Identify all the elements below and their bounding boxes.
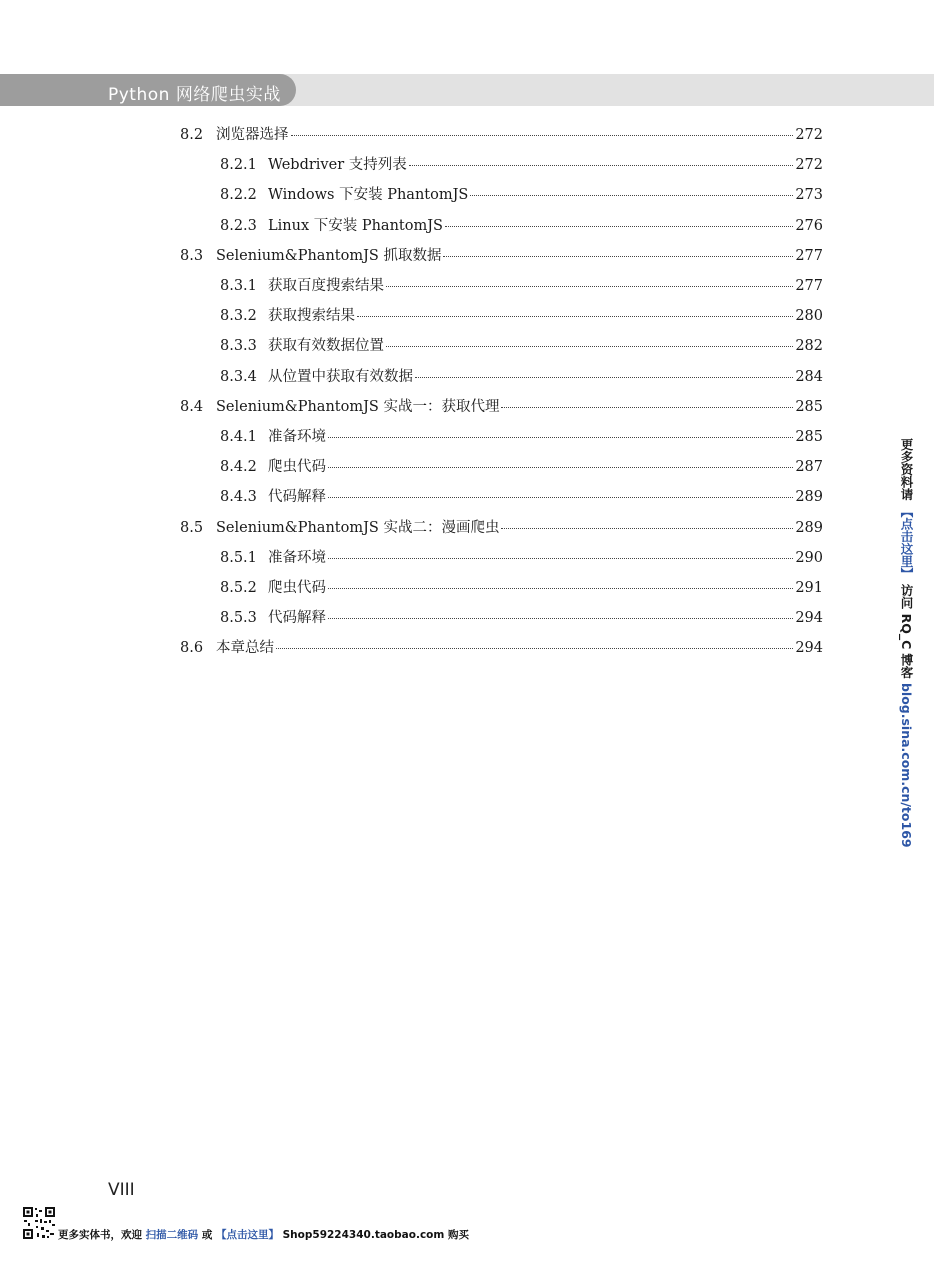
footer-promo bbox=[58, 1227, 469, 1242]
toc-leader-dots bbox=[328, 588, 793, 589]
footer-scan-link[interactable]: 扫描二维码 bbox=[145, 1229, 199, 1241]
toc-section-number: 8.2 bbox=[180, 127, 204, 143]
toc-page-number: 289 bbox=[795, 519, 823, 536]
toc-leader-dots bbox=[386, 286, 793, 287]
toc-entry[interactable] bbox=[180, 516, 823, 538]
toc-section-title: 获取有效数据位置 bbox=[268, 338, 384, 355]
toc-entry[interactable] bbox=[220, 485, 823, 507]
toc-page-number: 276 bbox=[795, 217, 823, 234]
page-number: VIII bbox=[108, 1180, 135, 1200]
side-note-url[interactable]: blog.sina.com.cn/to169 bbox=[899, 682, 914, 848]
toc-section-number: 8.5.3 bbox=[220, 610, 257, 627]
toc-entry[interactable] bbox=[220, 455, 823, 477]
running-header-title: Python 网络爬虫实战 bbox=[108, 85, 281, 105]
footer-click-link[interactable]: 【点击这里】 bbox=[215, 1229, 279, 1241]
toc-entry[interactable] bbox=[220, 425, 823, 447]
toc-leader-dots bbox=[328, 618, 793, 619]
toc-leader-dots bbox=[409, 165, 794, 166]
qr-code-icon[interactable] bbox=[22, 1206, 56, 1240]
toc-page-number: 285 bbox=[795, 398, 823, 415]
toc-section-number: 8.4 bbox=[180, 398, 204, 415]
toc-section-title: Linux 下安装 PhantomJS bbox=[268, 217, 443, 234]
toc-page-number: 290 bbox=[795, 549, 823, 566]
toc-page-number: 272 bbox=[795, 157, 823, 174]
toc-leader-dots bbox=[328, 558, 793, 559]
toc-entry[interactable] bbox=[220, 274, 823, 296]
toc-section-number: 8.2.2 bbox=[220, 187, 257, 204]
toc-entry[interactable] bbox=[220, 183, 823, 205]
toc-section-number: 8.5.1 bbox=[220, 549, 257, 566]
toc-page-number: 272 bbox=[795, 127, 823, 143]
toc-section-title: 浏览器选择 bbox=[216, 127, 289, 143]
toc-page-number: 294 bbox=[795, 610, 823, 627]
footer-shop-text: Shop59224340.taobao.com 购买 bbox=[282, 1229, 469, 1241]
toc-section-number: 8.2.3 bbox=[220, 217, 257, 234]
toc-section-title: 本章总结 bbox=[216, 640, 274, 657]
toc-entry[interactable] bbox=[220, 304, 823, 326]
toc-section-title: Selenium&PhantomJS 实战一：获取代理 bbox=[216, 398, 500, 415]
toc-entry[interactable] bbox=[220, 365, 823, 387]
side-note-link[interactable]: 【点击这里】 bbox=[899, 504, 914, 580]
toc-section-title: 爬虫代码 bbox=[268, 580, 326, 596]
toc-entry[interactable] bbox=[220, 214, 823, 236]
toc-leader-dots bbox=[443, 256, 793, 257]
footer-text-1: 更多实体书，欢迎 bbox=[58, 1229, 142, 1241]
toc-leader-dots bbox=[328, 497, 793, 498]
toc-section-number: 8.3.3 bbox=[220, 338, 257, 355]
toc-page-number: 273 bbox=[795, 187, 823, 204]
toc-leader-dots bbox=[291, 135, 794, 136]
toc-section-number: 8.3.1 bbox=[220, 278, 257, 294]
toc-leader-dots bbox=[386, 346, 793, 347]
toc-entry[interactable] bbox=[180, 244, 823, 266]
toc-section-title: 准备环境 bbox=[268, 549, 326, 566]
toc-leader-dots bbox=[276, 648, 793, 649]
side-note-text: 更多资料请 bbox=[899, 438, 914, 501]
toc-leader-dots bbox=[357, 316, 793, 317]
toc-section-title: 代码解释 bbox=[268, 610, 326, 627]
toc-page-number: 285 bbox=[795, 429, 823, 445]
toc-entry[interactable] bbox=[220, 153, 823, 175]
toc-page-number: 294 bbox=[795, 640, 823, 657]
toc-leader-dots bbox=[470, 195, 793, 196]
toc-section-number: 8.3.4 bbox=[220, 368, 257, 385]
toc-section-title: Webdriver 支持列表 bbox=[268, 157, 407, 174]
toc-section-title: 爬虫代码 bbox=[268, 459, 326, 476]
toc-section-number: 8.2.1 bbox=[220, 157, 257, 174]
toc-section-number: 8.4.3 bbox=[220, 489, 257, 506]
toc-section-number: 8.5.2 bbox=[220, 580, 257, 596]
toc-section-number: 8.4.1 bbox=[220, 429, 257, 445]
toc-entry[interactable] bbox=[180, 123, 823, 145]
toc-entry[interactable] bbox=[220, 576, 823, 598]
toc-page-number: 284 bbox=[795, 368, 823, 385]
toc-page-number: 282 bbox=[795, 338, 823, 355]
toc-section-title: Windows 下安装 PhantomJS bbox=[268, 187, 469, 204]
side-note-blog: 访问 RQ_C 博客 bbox=[899, 584, 914, 679]
toc-page-number: 291 bbox=[795, 580, 823, 596]
toc-entry[interactable] bbox=[220, 334, 823, 356]
toc-section-number: 8.5 bbox=[180, 519, 204, 536]
toc-page-number: 287 bbox=[795, 459, 823, 476]
toc-section-number: 8.4.2 bbox=[220, 459, 257, 476]
toc-entry[interactable] bbox=[180, 395, 823, 417]
toc-leader-dots bbox=[501, 528, 793, 529]
toc-page-number: 277 bbox=[795, 247, 823, 264]
toc-section-title: Selenium&PhantomJS 实战二：漫画爬虫 bbox=[216, 519, 500, 536]
toc-leader-dots bbox=[415, 377, 793, 378]
toc-page-number: 280 bbox=[795, 308, 823, 325]
toc-section-title: 代码解释 bbox=[268, 489, 326, 506]
toc-section-title: 获取百度搜索结果 bbox=[268, 278, 384, 294]
toc-page-number: 277 bbox=[795, 278, 823, 294]
toc-section-number: 8.6 bbox=[180, 640, 204, 657]
toc-entry[interactable] bbox=[220, 546, 823, 568]
toc-entry[interactable] bbox=[220, 606, 823, 628]
toc-leader-dots bbox=[501, 407, 793, 408]
footer-text-2: 或 bbox=[201, 1229, 213, 1241]
toc-section-title: 获取搜索结果 bbox=[268, 308, 355, 325]
toc-page-number: 289 bbox=[795, 489, 823, 506]
toc-leader-dots bbox=[328, 467, 793, 468]
toc-section-number: 8.3.2 bbox=[220, 308, 257, 325]
toc-leader-dots bbox=[328, 437, 793, 438]
toc-section-title: 从位置中获取有效数据 bbox=[268, 368, 413, 385]
toc-leader-dots bbox=[445, 226, 793, 227]
toc-entry[interactable] bbox=[180, 636, 823, 658]
toc-section-number: 8.3 bbox=[180, 247, 204, 264]
toc-section-title: 准备环境 bbox=[268, 429, 326, 445]
side-note[interactable] bbox=[893, 438, 919, 848]
toc-section-title: Selenium&PhantomJS 抓取数据 bbox=[216, 247, 442, 264]
